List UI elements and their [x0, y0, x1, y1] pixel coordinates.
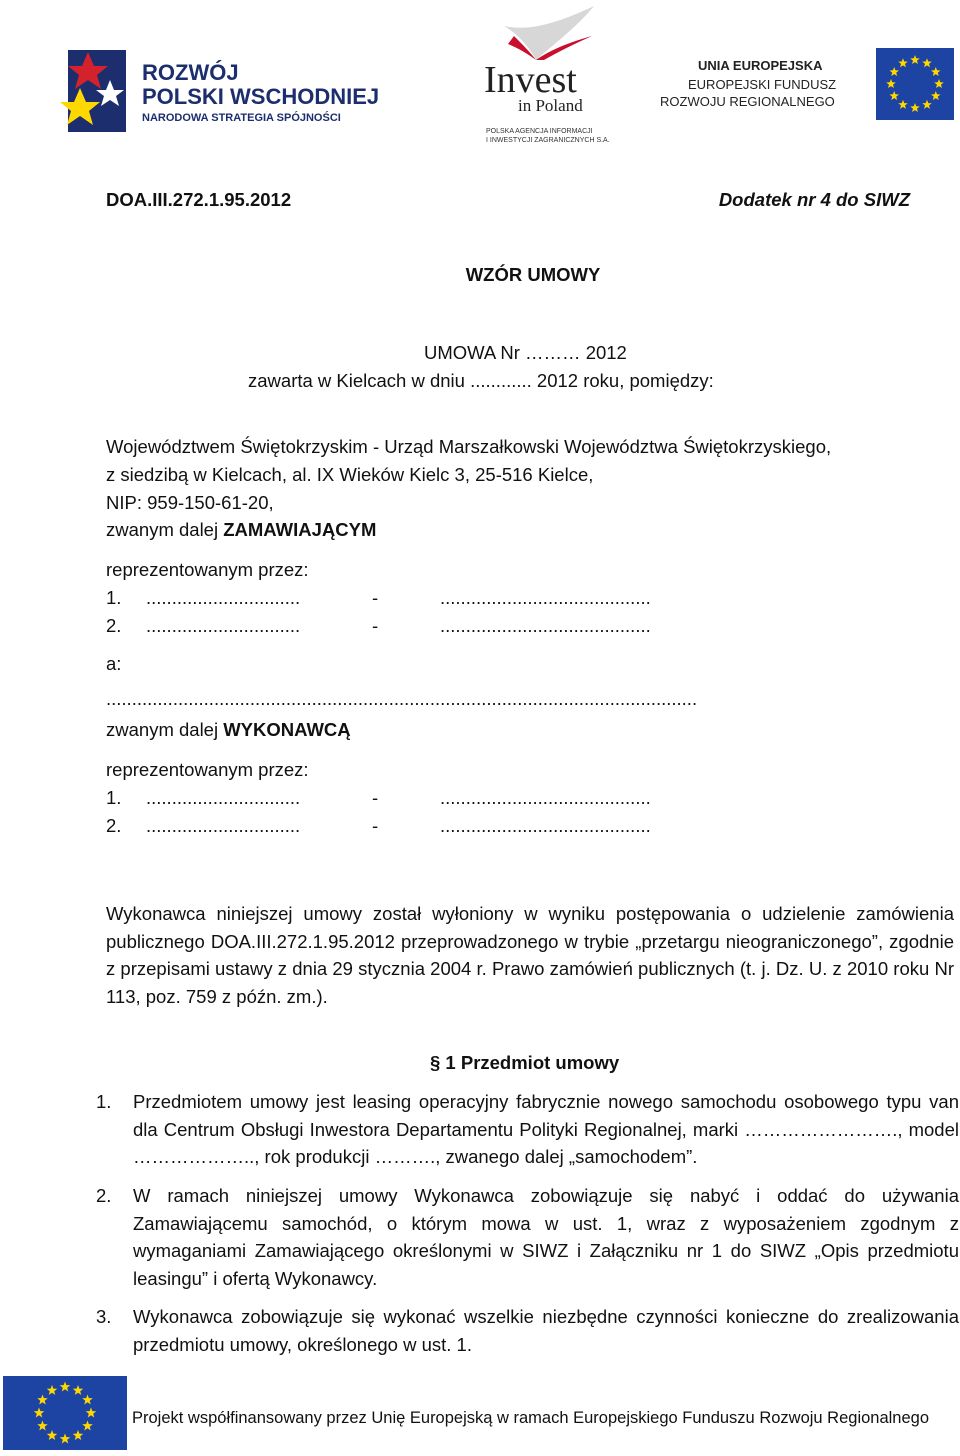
- contractor-line: ...................................................................................................................: [106, 690, 698, 709]
- ip-line1: Invest: [484, 59, 577, 101]
- party1-rep2-num: 2.: [106, 615, 122, 636]
- party1-rep2-dash: -: [372, 615, 379, 636]
- contract-concluded: zawarta w Kielcach w dniu ............ 2012 roku, pomiędzy:: [248, 370, 714, 391]
- party2-rep2-num: 2.: [106, 815, 122, 836]
- party1-called-prefix: zwanym dalej: [106, 519, 224, 540]
- ip-line4: I INWESTYCJI ZAGRANICZNYCH S.A.: [486, 137, 610, 144]
- party1-rep1-name: ..............................: [146, 587, 301, 608]
- rpw-line2: POLSKI WSCHODNIEJ: [142, 84, 380, 109]
- ue-line3: ROZWOJU REGIONALNEGO: [660, 94, 835, 109]
- party1-name: Województwem Świętokrzyskim - Urząd Marszałkowski Województwa Świętokrzyskiego,: [106, 436, 832, 457]
- logo-rozwoj-polski-wschodniej: [58, 42, 398, 137]
- attachment-label: Dodatek nr 4 do SIWZ: [718, 189, 910, 210]
- footer-text: Projekt współfinansowany przez Unię Europejską w ramach Europejskiego Funduszu Rozwoju Regionalnego: [132, 1409, 930, 1427]
- intro-paragraph: Wykonawca niniejszej umowy został wyłoniony w wyniku postępowania o udzielenie zamówienia publicznego DOA.III.272.1.95.2012 przeprowadzonego w trybie „przetargu nieograniczonego”, zgodnie z przepisami ustawy z dnia 29 stycznia 2004 r. Prawo zamówień publicznych (t. j. Dz. U. z 2010 roku Nr 113, poz. 759 z późn. zm.).: [106, 903, 954, 1007]
- item-1-num: 1.: [96, 1091, 112, 1112]
- item-2-num: 2.: [96, 1185, 112, 1206]
- contract-number: UMOWA Nr ……… 2012: [424, 342, 627, 363]
- rpw-emblem-icon: [58, 42, 142, 134]
- party2-rep1-num: 1.: [106, 787, 122, 808]
- ue-line1: UNIA EUROPEJSKA: [698, 58, 823, 73]
- party2-called-prefix: zwanym dalej: [106, 719, 224, 740]
- logo-invest-in-poland: [482, 4, 618, 144]
- party2-rep1-name: ..............................: [146, 787, 301, 808]
- party2-called: [106, 721, 351, 740]
- section-title: § 1 Przedmiot umowy: [430, 1052, 620, 1073]
- logo-unia-europejska: [658, 46, 954, 126]
- party2-called-name: WYKONAWCĄ: [223, 719, 351, 740]
- document-title: WZÓR UMOWY: [465, 264, 601, 285]
- rpw-line3: NARODOWA STRATEGIA SPÓJNOŚCI: [142, 112, 341, 124]
- item-3-num: 3.: [96, 1306, 112, 1327]
- ip-line2: in Poland: [518, 96, 583, 115]
- invest-in-poland-swoosh-icon: [500, 4, 600, 60]
- document-reference: DOA.III.272.1.95.2012: [106, 189, 292, 210]
- ue-line2: EUROPEJSKI FUNDUSZ: [688, 77, 837, 92]
- party1-rep2-role: .........................................: [440, 615, 651, 636]
- party1-rep1-role: .........................................: [440, 587, 651, 608]
- party1-called-name: ZAMAWIAJĄCYM: [223, 519, 377, 540]
- party1-address: z siedzibą w Kielcach, al. IX Wieków Kielc 3, 25-516 Kielce,: [106, 464, 594, 485]
- party1-nip: NIP: 959-150-61-20,: [106, 492, 274, 513]
- party1-rep2-name: ..............................: [146, 615, 301, 636]
- party2-rep2-dash: -: [372, 815, 379, 836]
- party2-rep2-role: .........................................: [440, 815, 651, 836]
- and-label: a:: [106, 653, 122, 674]
- party2-rep1-dash: -: [372, 787, 379, 808]
- item-3-text: Wykonawca zobowiązuje się wykonać wszelkie niezbędne czynności konieczne do zrealizowania przedmiotu umowy, określonego w ust. 1.: [133, 1306, 959, 1355]
- party1-rep1-dash: -: [372, 587, 379, 608]
- rpw-line1: ROZWÓJ: [142, 60, 239, 85]
- party1-represented: reprezentowanym przez:: [106, 559, 309, 580]
- eu-flag-icon: [876, 48, 954, 120]
- party1-called: [106, 521, 376, 540]
- ip-line3: POLSKA AGENCJA INFORMACJI: [486, 128, 593, 135]
- item-2-text: W ramach niniejszej umowy Wykonawca zobowiązuje się nabyć i oddać do używania Zamawiającemu samochód, o którym mowa w ust. 1, wraz z wyposażeniem zgodnym z wymaganiami Zamawiającego określonymi w SIWZ i Załączniku nr 1 do SIWZ „Opis przedmiotu leasingu” i ofertą Wykonawcy.: [133, 1185, 959, 1289]
- party2-represented: reprezentowanym przez:: [106, 759, 309, 780]
- party1-rep1-num: 1.: [106, 587, 122, 608]
- item-1-text: Przedmiotem umowy jest leasing operacyjny fabrycznie nowego samochodu osobowego typu van dla Centrum Obsługi Inwestora Departamentu Polityki Regionalnej, marki ……………………., model ……………….., rok produkcji ………., zwanego dalej „samochodem”.: [133, 1091, 959, 1168]
- party2-rep2-name: ..............................: [146, 815, 301, 836]
- party2-rep1-role: .........................................: [440, 787, 651, 808]
- footer-eu-flag-icon: [3, 1376, 127, 1450]
